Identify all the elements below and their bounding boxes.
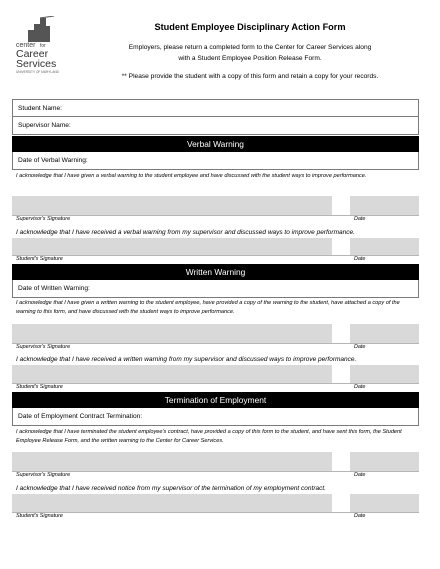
supervisor-name-label: Supervisor Name: xyxy=(18,122,71,129)
logo-for-text: for xyxy=(40,43,46,49)
written-student-date-label: Date xyxy=(354,384,366,390)
written-student-signature-box[interactable] xyxy=(12,365,332,383)
termination-supervisor-signature-box[interactable] xyxy=(12,452,332,471)
termination-student-signature-label: Student's Signature xyxy=(16,513,63,519)
student-name-field[interactable] xyxy=(12,99,419,117)
written-supervisor-signature-box[interactable] xyxy=(12,324,332,343)
termination-student-date-box[interactable] xyxy=(350,494,419,512)
copy-note: ** Please provide the student with a copy of this form and retain a copy for your records. xyxy=(121,73,379,80)
intro-line-2: with a Student Employee Position Release Form. xyxy=(178,54,322,62)
verbal-student-signature-label: Student's Signature xyxy=(16,256,63,262)
logo-career-text: Career xyxy=(16,48,49,60)
verbal-student-date-box[interactable] xyxy=(350,238,419,255)
supervisor-name-field[interactable] xyxy=(12,117,419,135)
termination-date-field[interactable] xyxy=(12,408,419,426)
logo-services-text: Services xyxy=(16,58,57,70)
termination-student-statement: I acknowledge that I have received notice from my supervisor of the termination of my employment contract. xyxy=(16,485,326,492)
verbal-supervisor-date-label: Date xyxy=(354,216,366,222)
logo-subtitle-text: UNIVERSITY OF MARYLAND xyxy=(16,70,59,74)
written-warning-date-field[interactable] xyxy=(12,280,419,298)
verbal-student-signature-box[interactable] xyxy=(12,238,332,255)
termination-student-signature-box[interactable] xyxy=(12,494,332,512)
termination-supervisor-signature-label: Supervisor's Signature xyxy=(16,472,71,478)
termination-supervisor-statement: I acknowledge that I have terminated the student employee's contract, have provided a copy of this form to the student, and have sent this form, the Student Employee Release Form, and the written warning to the Center for Career Services. xyxy=(16,429,402,444)
verbal-student-date-label: Date xyxy=(354,256,366,262)
written-student-date-box[interactable] xyxy=(350,365,419,383)
termination-date-label: Date of Employment Contract Termination: xyxy=(18,413,143,420)
termination-supervisor-date-label: Date xyxy=(354,472,366,478)
form-intro xyxy=(60,43,440,64)
termination-supervisor-date-box[interactable] xyxy=(350,452,419,471)
form-title: Student Employee Disciplinary Action Form xyxy=(154,22,346,32)
written-student-signature-label: Student's Signature xyxy=(16,384,63,390)
verbal-supervisor-date-box[interactable] xyxy=(350,196,419,215)
written-supervisor-signature-label: Supervisor's Signature xyxy=(16,344,71,350)
disciplinary-form xyxy=(12,99,419,539)
written-warning-date-label: Date of Written Warning: xyxy=(18,285,90,292)
termination-student-date-label: Date xyxy=(354,513,366,519)
written-supervisor-date-box[interactable] xyxy=(350,324,419,343)
written-student-statement: I acknowledge that I have received a written warning from my supervisor and discussed ways to improve performance. xyxy=(16,356,357,363)
verbal-supervisor-signature-label: Supervisor's Signature xyxy=(16,216,71,222)
intro-line-1: Employers, please return a completed form to the Center for Career Services along xyxy=(128,44,372,51)
verbal-warning-date-label: Date of Verbal Warning: xyxy=(18,157,88,164)
written-supervisor-date-label: Date xyxy=(354,344,366,350)
section-band-verbal-warning: Verbal Warning xyxy=(12,136,419,152)
verbal-student-statement: I acknowledge that I have received a verbal warning from my supervisor and discussed ways to improve performance. xyxy=(16,229,355,236)
logo-center-text: center xyxy=(16,42,36,49)
student-name-label: Student Name: xyxy=(18,104,62,112)
section-band-termination: Termination of Employment xyxy=(12,392,419,408)
section-band-written-warning: Written Warning xyxy=(12,264,419,280)
verbal-warning-date-field[interactable] xyxy=(12,152,419,170)
verbal-supervisor-signature-box[interactable] xyxy=(12,196,332,215)
written-supervisor-statement: I acknowledge that I have given a written warning to the student employee, have provided a copy of the warning to the student, have attached a copy of the warning to this form, and have discussed with the student ways to improve performance. xyxy=(16,300,400,315)
verbal-supervisor-statement: I acknowledge that I have given a verbal warning to the student employee and have discussed with the student ways to improve performance. xyxy=(16,173,367,179)
